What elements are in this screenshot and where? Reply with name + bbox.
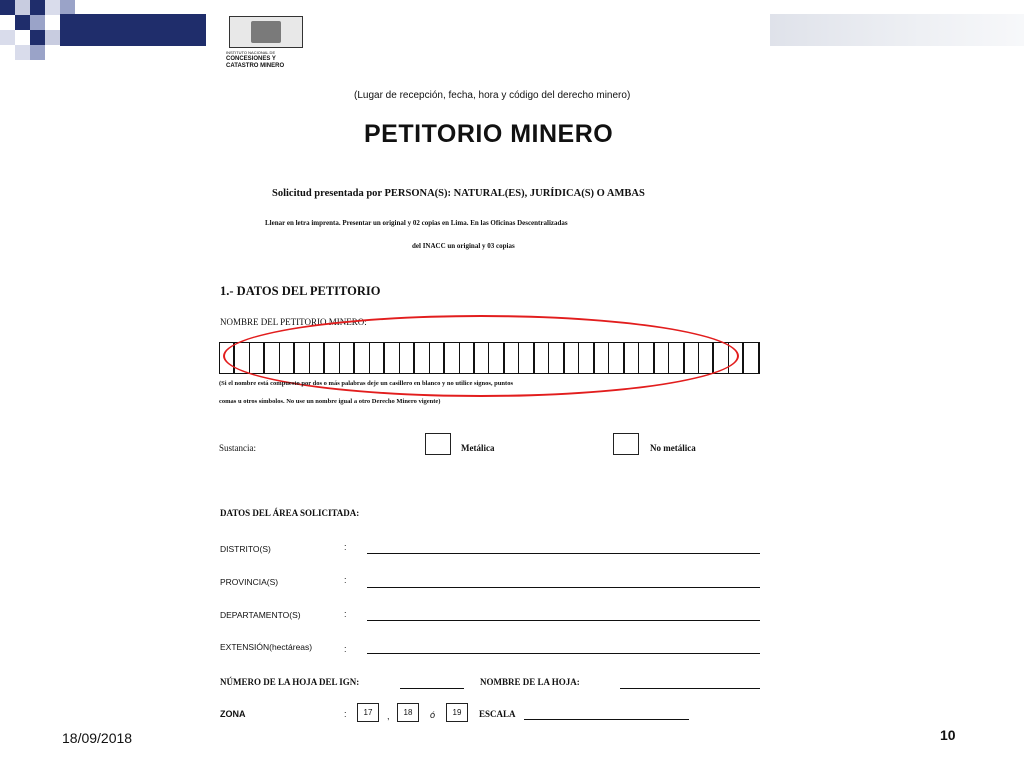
instructions-line1: Llenar en letra imprenta. Presentar un original y 02 copias en Lima. En las Oficinas Descentralizadas xyxy=(265,219,568,227)
nonmetallic-checkbox[interactable] xyxy=(613,433,639,455)
logo-text-line2: CONCESIONES Y xyxy=(226,56,276,62)
province-input-line[interactable] xyxy=(367,587,760,588)
scale-label: ESCALA xyxy=(479,709,516,719)
sheet-name-input-line[interactable] xyxy=(620,688,760,689)
logo-text-line1: INSTITUTO NACIONAL DE xyxy=(226,50,276,55)
zone-17-box[interactable]: 17 xyxy=(357,703,379,722)
logo-text-line3: CATASTRO MINERO xyxy=(226,63,285,69)
province-label: PROVINCIA(S) xyxy=(220,577,279,587)
logo-text xyxy=(226,49,284,70)
zone-separator-comma: , xyxy=(387,711,390,721)
zone-label: ZONA xyxy=(220,709,246,719)
extension-colon: : xyxy=(344,644,347,654)
name-help-line1: (Si el nombre está compuesto por dos o más palabras deje un casillero en blanco y no utilice signos, puntos xyxy=(219,380,513,387)
metallic-checkbox[interactable] xyxy=(425,433,451,455)
district-colon: : xyxy=(344,542,347,552)
zone-18-box[interactable]: 18 xyxy=(397,703,419,722)
department-input-line[interactable] xyxy=(367,620,760,621)
district-input-line[interactable] xyxy=(367,553,760,554)
zone-19-box[interactable]: 19 xyxy=(446,703,468,722)
extension-input-line[interactable] xyxy=(367,653,760,654)
form-title: PETITORIO MINERO xyxy=(364,120,614,148)
zone-separator-or: ó xyxy=(430,710,436,720)
slide-date: 18/09/2018 xyxy=(62,730,133,746)
ign-sheet-number-input-line[interactable] xyxy=(400,688,464,689)
section-title-petitorio: 1.- DATOS DEL PETITORIO xyxy=(220,284,381,298)
ign-sheet-number-label: NÚMERO DE LA HOJA DEL IGN: xyxy=(220,677,360,687)
metallic-label: Metálica xyxy=(461,443,495,453)
slide-page-number: 10 xyxy=(940,727,956,743)
department-colon: : xyxy=(344,609,347,619)
inacc-logo xyxy=(226,16,306,76)
zone-colon: : xyxy=(344,709,347,719)
nonmetallic-label: No metálica xyxy=(650,443,696,453)
reception-note: (Lugar de recepción, fecha, hora y código del derecho minero) xyxy=(354,90,631,101)
scale-input-line[interactable] xyxy=(524,719,689,720)
form-subtitle: Solicitud presentada por PERSONA(S): NATURAL(ES), JURÍDICA(S) O AMBAS xyxy=(272,188,645,199)
name-character-cell[interactable] xyxy=(744,343,758,373)
district-label: DISTRITO(S) xyxy=(220,544,271,554)
instructions-line2: del INACC un original y 03 copias xyxy=(412,242,515,250)
area-section-title: DATOS DEL ÁREA SOLICITADA: xyxy=(220,508,360,518)
petitorio-name-label: NOMBRE DEL PETITORIO MINERO: xyxy=(220,317,367,327)
header-bar-left xyxy=(60,14,206,46)
extension-label: EXTENSIÓN(hectáreas) xyxy=(220,642,313,652)
logo-emblem xyxy=(229,16,303,48)
substance-label: Sustancia: xyxy=(219,443,256,453)
header-bar-right xyxy=(770,14,1024,46)
name-help-line2: comas u otros símbolos. No use un nombre igual a otro Derecho Minero vigente) xyxy=(219,398,441,405)
sheet-name-label: NOMBRE DE LA HOJA: xyxy=(480,677,580,687)
province-colon: : xyxy=(344,575,347,585)
department-label: DEPARTAMENTO(S) xyxy=(220,610,301,620)
